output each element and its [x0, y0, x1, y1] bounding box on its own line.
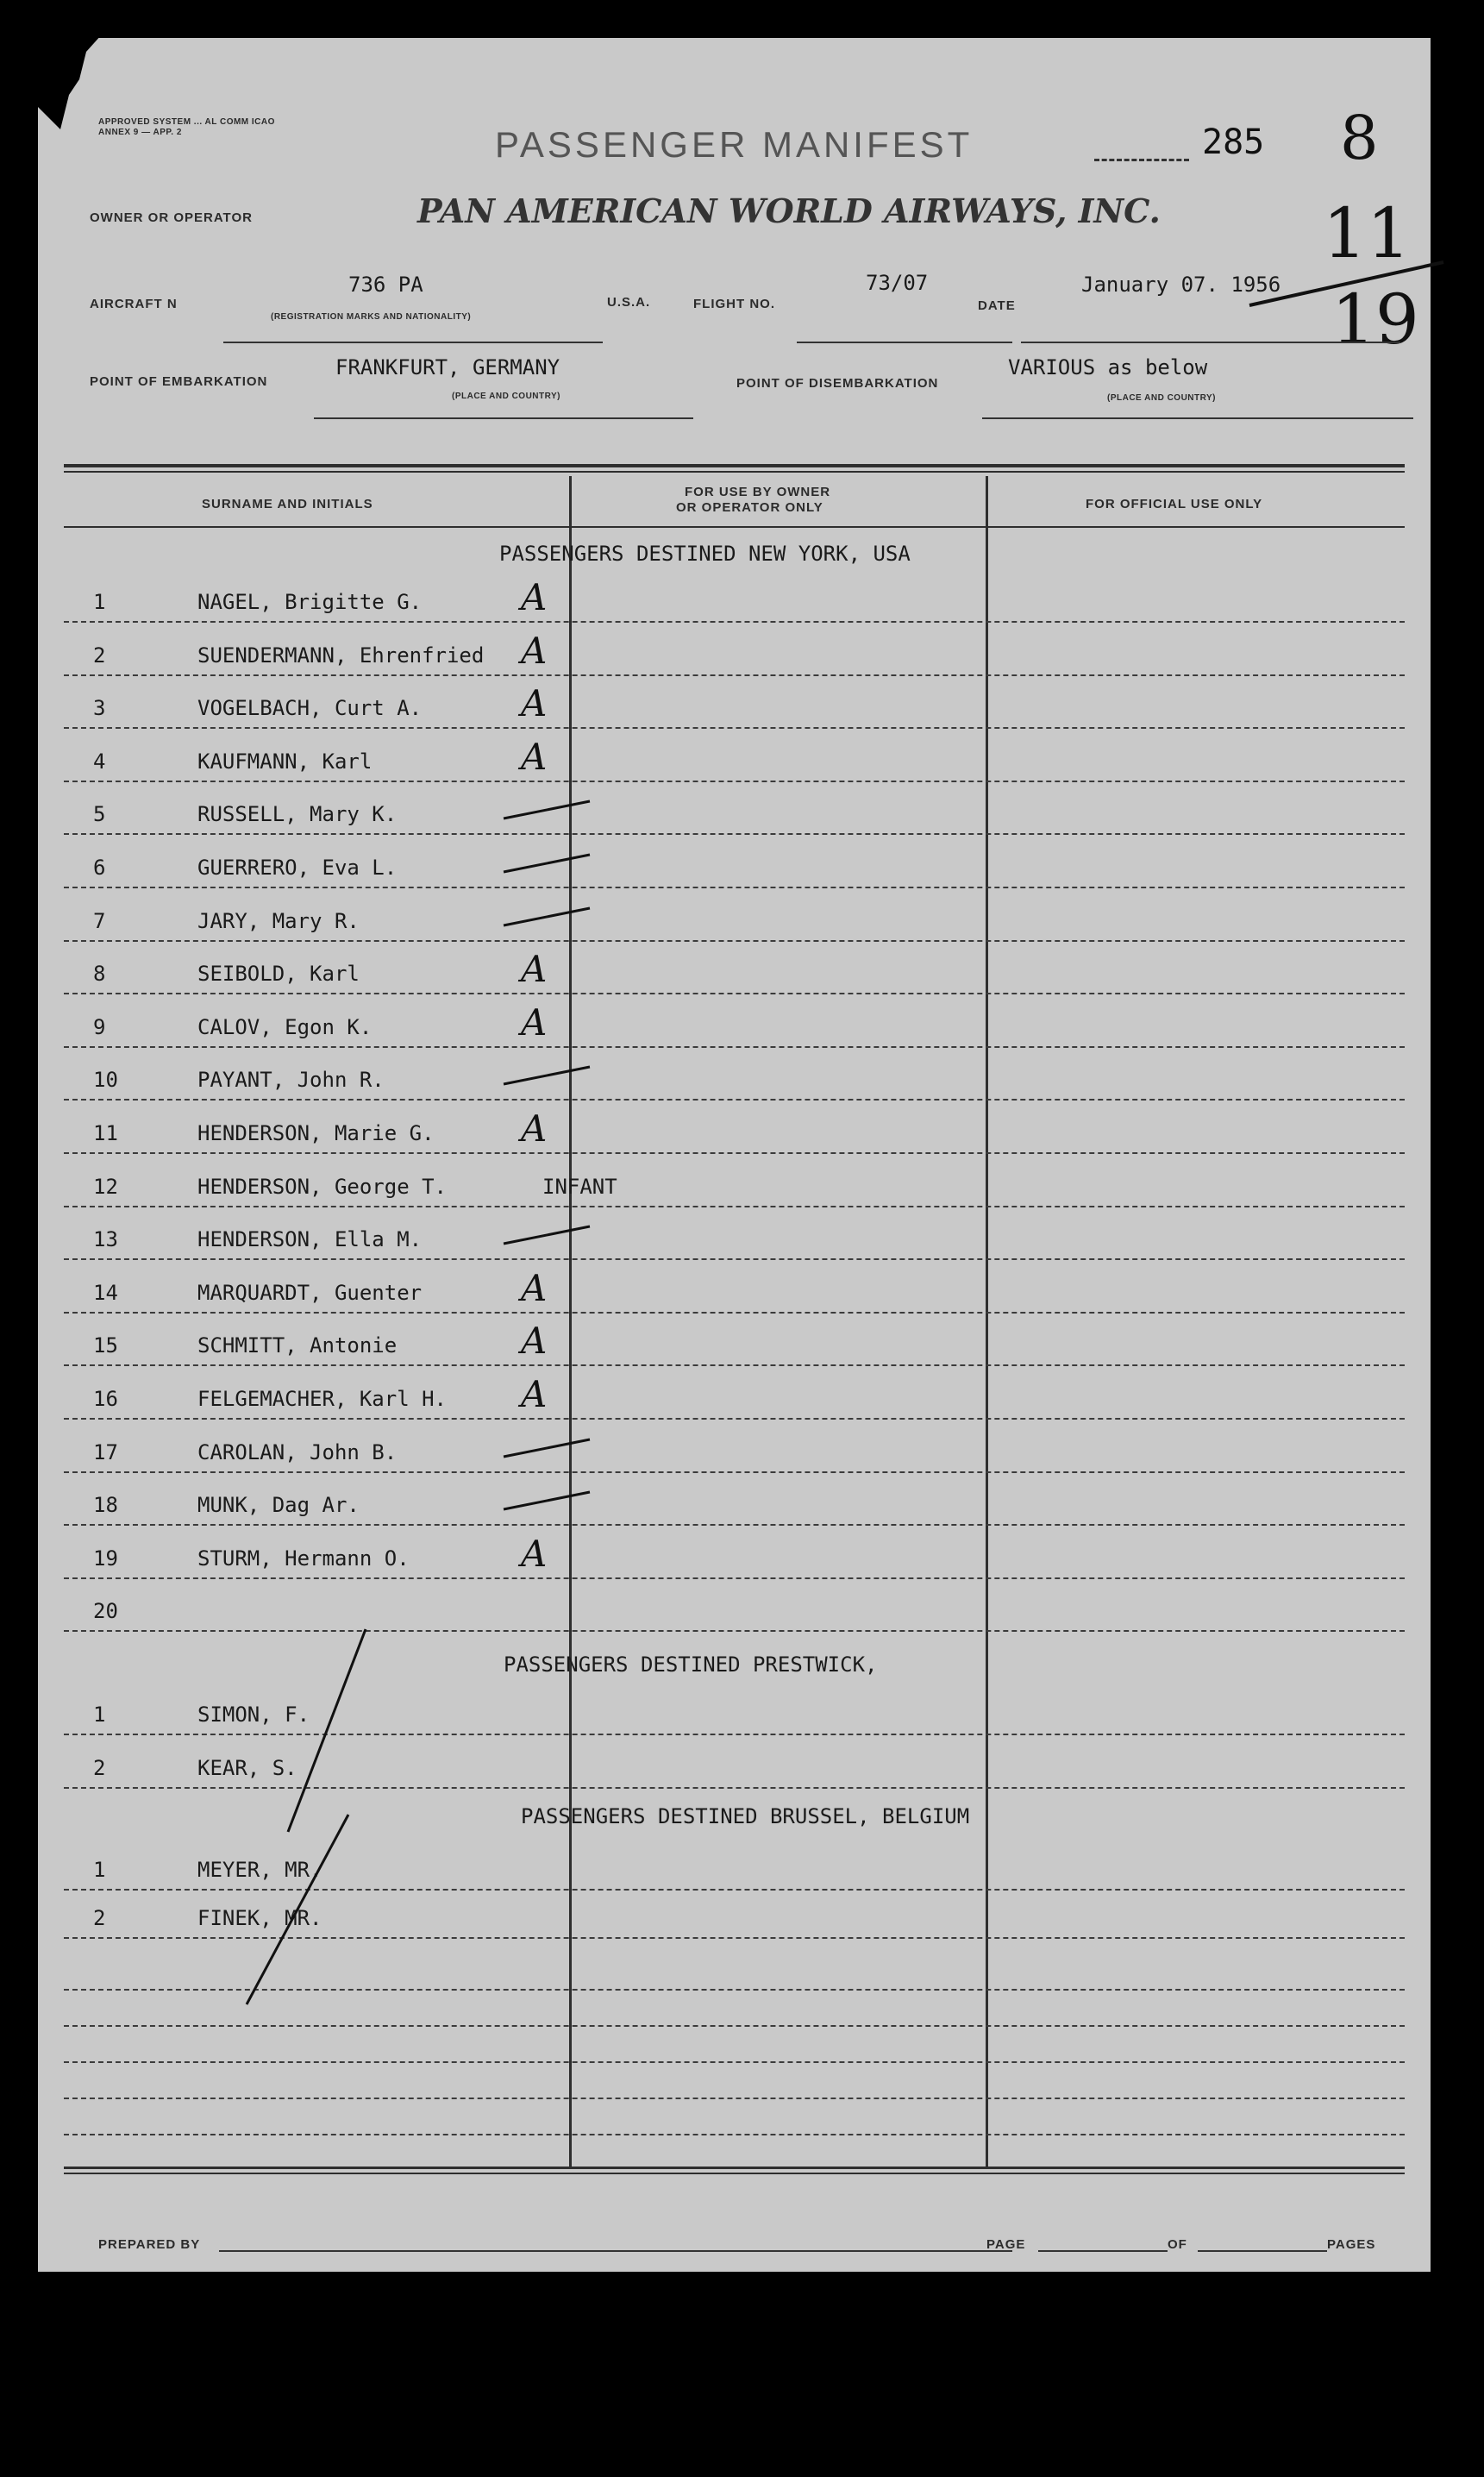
aircraft-line	[223, 342, 603, 343]
hand-mark: INFANT	[542, 1174, 617, 1199]
row-rule	[64, 833, 1405, 835]
date-line	[1021, 342, 1400, 343]
disembark-caption: (PLACE AND COUNTRY)	[1107, 393, 1216, 403]
check-dash	[499, 904, 594, 930]
passenger-name: SCHMITT, Antonie	[197, 1333, 398, 1358]
check-dash	[499, 1063, 594, 1088]
hand-mark: A	[521, 682, 548, 725]
passenger-name: SUENDERMANN, Ehrenfried	[197, 643, 485, 668]
row-rule	[64, 940, 1405, 942]
row-number: 1	[93, 1858, 106, 1882]
check-dash	[499, 850, 594, 876]
row-number: 1	[93, 590, 106, 614]
row-number: 19	[93, 1546, 118, 1571]
row-rule	[64, 1471, 1405, 1473]
row-rule	[64, 1258, 1405, 1260]
row-number: 16	[93, 1387, 118, 1411]
usa-label: U.S.A.	[607, 295, 651, 310]
prepared-by-line	[219, 2250, 1012, 2252]
hand-mark: A	[521, 1320, 548, 1363]
check-dash	[499, 797, 594, 823]
row-rule	[64, 1099, 1405, 1101]
passenger-name: JARY, Mary R.	[197, 908, 360, 933]
manifest-sheet	[38, 38, 1431, 2272]
hand-number-mid: 11	[1323, 193, 1411, 273]
row-rule	[64, 1206, 1405, 1207]
row-rule	[64, 1312, 1405, 1314]
row-number: 12	[93, 1174, 118, 1199]
registration-caption: (REGISTRATION MARKS AND NATIONALITY)	[271, 312, 472, 322]
of-line	[1198, 2250, 1327, 2252]
page-number: 285	[1202, 122, 1265, 162]
row-rule	[64, 993, 1405, 994]
passenger-name: PAYANT, John R.	[197, 1068, 385, 1093]
page-label: PAGE	[986, 2237, 1026, 2252]
passenger-name: KEAR, S.	[197, 1756, 297, 1780]
passenger-name: CAROLAN, John B.	[197, 1439, 398, 1464]
col-header-surname: SURNAME AND INITIALS	[202, 497, 373, 511]
passenger-name: SEIBOLD, Karl	[197, 962, 360, 987]
row-number: 11	[93, 1121, 118, 1145]
approved-note: APPROVED SYSTEM ... AL COMM ICAO ANNEX 9 — APP. 2	[98, 117, 275, 137]
embark-value: FRANKFURT, GERMANY	[335, 355, 560, 379]
passenger-name: VOGELBACH, Curt A.	[197, 696, 423, 721]
row-rule	[64, 1577, 1405, 1579]
table-bottom-rule-2	[64, 2173, 1405, 2174]
blank-row-rule	[64, 2134, 1405, 2135]
table-bottom-rule	[64, 2167, 1405, 2169]
hand-mark: A	[521, 1373, 548, 1415]
row-number: 15	[93, 1333, 118, 1358]
column-divider-2	[986, 476, 988, 2167]
row-number: 8	[93, 962, 106, 987]
date-label: DATE	[978, 298, 1016, 313]
row-number: 20	[93, 1599, 118, 1624]
row-number: 9	[93, 1014, 106, 1039]
passenger-name: FELGEMACHER, Karl H.	[197, 1387, 447, 1411]
disembark-label: POINT OF DISEMBARKATION	[736, 376, 939, 391]
embark-label: POINT OF EMBARKATION	[90, 374, 268, 389]
hand-strike-prestwick	[236, 1625, 409, 2013]
row-number: 2	[93, 643, 106, 668]
blank-row-rule	[64, 2098, 1405, 2099]
table-top-rule	[64, 464, 1405, 467]
row-number: 10	[93, 1068, 118, 1093]
page-line	[1038, 2250, 1168, 2252]
disembark-line	[982, 417, 1413, 419]
row-rule	[64, 621, 1405, 623]
hand-mark: A	[521, 1107, 548, 1150]
row-number: 5	[93, 802, 106, 827]
hand-mark: A	[521, 576, 548, 618]
table-top-rule-2	[64, 471, 1405, 473]
passenger-name: MUNK, Dag Ar.	[197, 1493, 360, 1518]
row-number: 1	[93, 1703, 106, 1727]
aircraft-label: AIRCRAFT N	[90, 297, 178, 311]
hand-mark: A	[521, 1000, 548, 1044]
row-rule	[64, 1524, 1405, 1526]
passenger-name: CALOV, Egon K.	[197, 1014, 373, 1039]
row-rule	[64, 1364, 1405, 1366]
hand-mark: A	[521, 735, 548, 778]
passenger-name: HENDERSON, Marie G.	[197, 1121, 435, 1145]
section-new-york: PASSENGERS DESTINED NEW YORK, USA	[499, 542, 911, 566]
row-rule	[64, 1046, 1405, 1048]
flight-line	[797, 342, 1012, 343]
disembark-value: VARIOUS as below	[1008, 355, 1208, 379]
row-number: 3	[93, 696, 106, 721]
passenger-name: KAUFMANN, Karl	[197, 749, 373, 774]
row-rule	[64, 727, 1405, 729]
of-label: OF	[1168, 2237, 1187, 2252]
hand-mark: A	[521, 1266, 548, 1309]
passenger-name: FINEK, MR.	[197, 1906, 322, 1930]
row-rule	[64, 674, 1405, 676]
col-header-owner-1: FOR USE BY OWNER	[685, 485, 831, 499]
column-divider-1	[569, 476, 572, 2167]
pages-label: PAGES	[1327, 2237, 1376, 2252]
passenger-name: GUERRERO, Eva L.	[197, 856, 398, 880]
hand-mark: A	[521, 948, 548, 991]
passenger-name: HENDERSON, George T.	[197, 1174, 447, 1199]
blank-row-rule	[64, 2061, 1405, 2063]
row-number: 13	[93, 1227, 118, 1252]
col-header-official: FOR OFFICIAL USE ONLY	[1086, 497, 1263, 511]
date-value: January 07. 1956	[1081, 273, 1281, 297]
row-number: 17	[93, 1439, 118, 1464]
passenger-name: HENDERSON, Ella M.	[197, 1227, 423, 1252]
hand-mark: A	[521, 1532, 548, 1575]
flight-no-label: FLIGHT NO.	[693, 297, 775, 311]
row-number: 2	[93, 1756, 106, 1780]
operator-label: OWNER OR OPERATOR	[90, 210, 253, 225]
embark-caption: (PLACE AND COUNTRY)	[452, 392, 560, 401]
passenger-name: MARQUARDT, Guenter	[197, 1280, 423, 1305]
row-number: 18	[93, 1493, 118, 1518]
section-brussel: PASSENGERS DESTINED BRUSSEL, BELGIUM	[521, 1804, 970, 1828]
row-rule	[64, 887, 1405, 888]
passenger-name: MEYER, MR.	[197, 1858, 322, 1882]
passenger-name: SIMON, F.	[197, 1703, 310, 1727]
hand-number-bottom: 19	[1331, 279, 1419, 360]
hand-number-top: 8	[1340, 103, 1379, 173]
torn-corner	[0, 0, 112, 172]
embark-line	[314, 417, 693, 419]
passenger-name: RUSSELL, Mary K.	[197, 802, 398, 827]
blank-row-rule	[64, 2025, 1405, 2027]
row-number: 2	[93, 1906, 106, 1930]
page-title: PASSENGER MANIFEST	[495, 124, 974, 165]
col-header-owner-2: OR OPERATOR ONLY	[676, 500, 823, 515]
header-rule	[64, 526, 1405, 528]
row-number: 7	[93, 908, 106, 933]
check-dash	[499, 1222, 594, 1248]
passenger-name: NAGEL, Brigitte G.	[197, 590, 423, 614]
row-rule	[64, 1418, 1405, 1420]
prepared-by-label: PREPARED BY	[98, 2237, 201, 2252]
row-number: 4	[93, 749, 106, 774]
hand-mark: A	[521, 629, 548, 672]
row-rule	[64, 1152, 1405, 1154]
row-number: 14	[93, 1280, 118, 1305]
row-number: 6	[93, 856, 106, 880]
section-prestwick: PASSENGERS DESTINED PRESTWICK,	[504, 1652, 878, 1677]
check-dash	[499, 1435, 594, 1461]
check-dash	[499, 1488, 594, 1514]
flight-no-value: 73/07	[866, 271, 929, 295]
row-rule	[64, 781, 1405, 782]
operator-name: PAN AMERICAN WORLD AIRWAYS, INC.	[417, 191, 1161, 230]
passenger-name: STURM, Hermann O.	[197, 1546, 410, 1571]
dash-marks	[1094, 159, 1189, 161]
aircraft-value: 736 PA	[348, 273, 423, 297]
